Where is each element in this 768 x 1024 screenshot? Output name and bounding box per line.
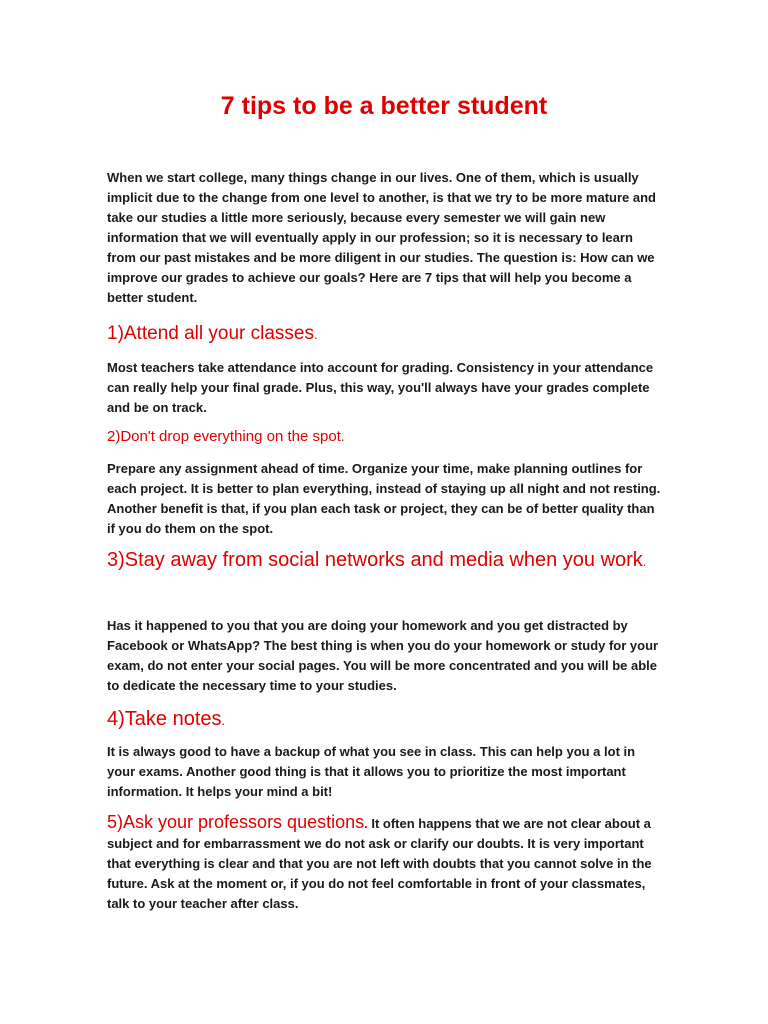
tip-4-heading-dot: . [221, 713, 226, 728]
tip-2-body: Prepare any assignment ahead of time. Organize your time, make planning outlines for each project. It is better to plan everything, instead of staying up all night and not resting. Another benefit is that, if you plan each task or project, they can be of better quality than if you do them on the spot. [107, 461, 661, 536]
tip-1-heading-dot: . [314, 327, 318, 342]
page-title: 7 tips to be a better student [220, 92, 548, 120]
tip-3-heading-text: 3)Stay away from social networks and media when you work [107, 549, 643, 571]
tip-5-heading: 5)Ask your professors questions [107, 812, 365, 832]
tip-4-heading-text: 4)Take notes [107, 708, 222, 730]
tip-2-heading-dot: . [340, 429, 345, 444]
tip-3-heading [107, 545, 667, 577]
tip-1-heading-text: 1)Attend all your classes [107, 323, 314, 344]
tip-5-paragraph [107, 812, 662, 914]
tip-4-heading [107, 704, 667, 736]
tip-5-body: It often happens that we are not clear about a subject and for embarrassment we do not ask or clarify our doubts. It is very important that everything is clear and that you are not left with doubts that you cannot solve in the future. Ask at the moment or, if you do not feel comfortable in front of your classmates, talk to your teacher after class. [107, 816, 652, 911]
tip-3-heading-dot: . [642, 554, 647, 569]
tip-2-heading [107, 428, 667, 445]
tip-2-heading-text: 2)Don't drop everything on the spot [107, 428, 341, 445]
tip-1-body: Most teachers take attendance into account for grading. Consistency in your attendance can really help your final grade. Plus, this way, you'll always have your grades complete and be on track. [107, 360, 654, 415]
tip-1-heading [107, 323, 667, 345]
intro-paragraph: When we start college, many things change in our lives. One of them, which is usually implicit due to the change from one level to another, is that we try to be more mature and take our studies a little more seriously, because every semester we will gain new information that we will eventually apply in our profession; so it is necessary to learn from our past mistakes and be more diligent in our studies. The question is: How can we improve our grades to achieve our goals? Here are 7 tips that will help you become a better student. [107, 170, 656, 305]
tip-5-heading-dot: . [364, 816, 368, 831]
tip-4-body: It is always good to have a backup of what you see in class. This can help you a lot in your exams. Another good thing is that it allows you to prioritize the most important information. It helps your mind a bit! [107, 744, 636, 799]
tip-3-body: Has it happened to you that you are doing your homework and you get distracted by Facebook or WhatsApp? The best thing is when you do your homework or study for your exam, do not enter your social pages. You will be more concentrated and you will be able to dedicate the necessary time to your studies. [107, 618, 659, 693]
